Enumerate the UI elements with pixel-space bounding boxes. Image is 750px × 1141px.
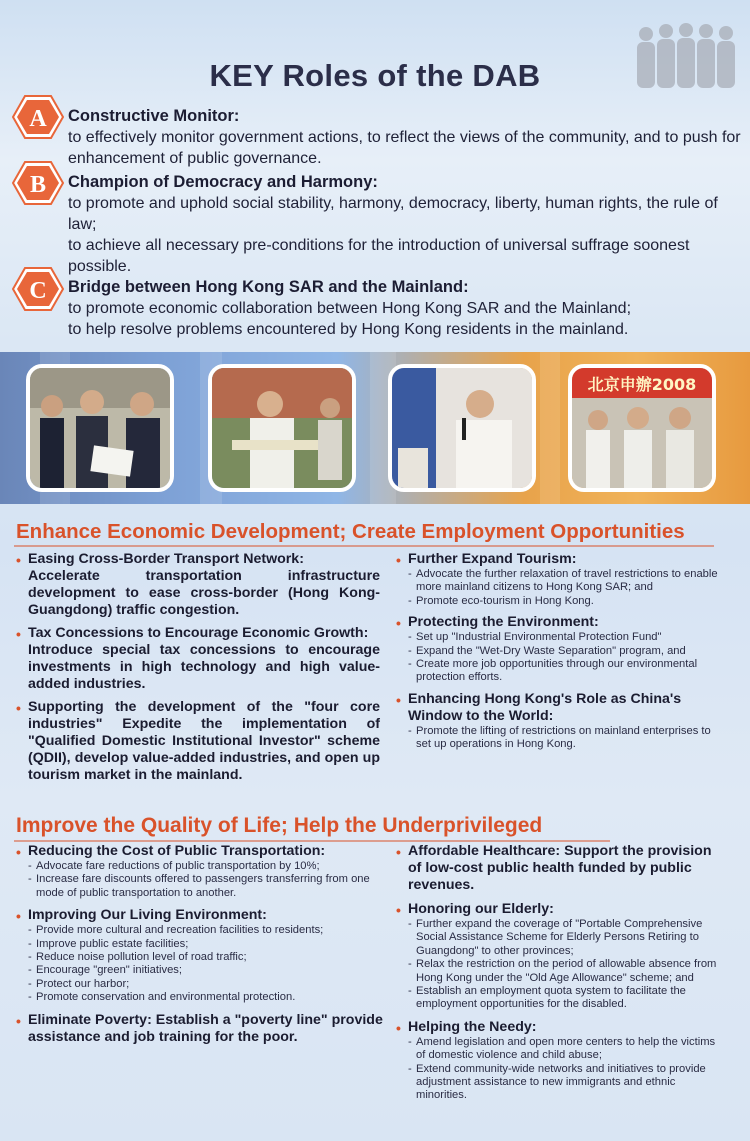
item-heading: Reducing the Cost of Public Transportation: bbox=[28, 843, 326, 859]
banner-sign-text: 北京申辦2008 bbox=[587, 375, 697, 394]
life-left-column bbox=[16, 843, 384, 1052]
sub-item: - Protect our harbor; bbox=[28, 977, 130, 990]
sub-item: - Relax the restriction on the period of allowable absence from Hong Kong under the "Old Age Allowance" scheme; and bbox=[408, 958, 717, 984]
sub-item: - Provide more cultural and recreation facilities to residents; bbox=[28, 924, 324, 937]
role-line: to help resolve problems encountered by Hong Kong residents in the mainland. bbox=[68, 321, 629, 338]
item-heading: Easing Cross-Border Transport Network: bbox=[28, 551, 304, 567]
sub-item: - Establish an employment quota system to facilitate the employment opportunities for the disabled. bbox=[408, 985, 686, 1011]
item-heading: Honoring our Elderly: bbox=[408, 901, 554, 917]
economy-left-column bbox=[16, 551, 380, 790]
item-heading: Affordable Healthcare: Support the provision of low-cost public health funded by public revenues. bbox=[408, 843, 712, 893]
sub-item: - Promote the lifting of restrictions on mainland enterprises to set up operations in Hong Kong. bbox=[408, 724, 711, 751]
sub-item: - Advocate the further relaxation of travel restrictions to enable more mainland citizens to Hong Kong SAR; and bbox=[408, 568, 718, 594]
list-item bbox=[16, 1012, 384, 1046]
list-item bbox=[396, 614, 720, 685]
sub-item: - Improve public estate facilities; bbox=[28, 937, 189, 950]
bullet-icon: • bbox=[16, 908, 21, 925]
list-item bbox=[16, 625, 380, 693]
section-title-economy: Enhance Economic Development; Create Employment Opportunities bbox=[16, 520, 685, 543]
bullet-icon: • bbox=[16, 700, 21, 716]
sub-item: - Reduce noise pollution level of road traffic; bbox=[28, 951, 247, 964]
sub-item: - Expand the "Wet-Dry Waste Separation" program, and bbox=[408, 644, 686, 657]
bullet-icon: • bbox=[16, 626, 21, 642]
role-line: to promote and uphold social stability, harmony, democracy, liberty, human rights, the rule of law; bbox=[68, 195, 718, 233]
sub-item: - Create more job opportunities through our environmental protection efforts. bbox=[408, 658, 698, 684]
page-title: KEY Roles of the DAB bbox=[209, 58, 541, 93]
item-heading: Further Expand Tourism: bbox=[408, 551, 577, 567]
role-line: to promote economic collaboration between Hong Kong SAR and the Mainland; bbox=[68, 300, 632, 317]
item-body: Introduce special tax concessions to encourage investments in high technology and high value-added industries. bbox=[28, 642, 380, 692]
list-item bbox=[396, 551, 720, 608]
bullet-icon: • bbox=[16, 1012, 21, 1029]
role-letter: A bbox=[29, 106, 47, 132]
bullet-icon: • bbox=[396, 552, 401, 568]
list-item bbox=[396, 843, 722, 894]
bullet-icon: • bbox=[396, 615, 401, 632]
sub-item: - Extend community-wide networks and initiatives to provide adjustment assistance to new immigrants and ethnic minorities. bbox=[408, 1062, 706, 1102]
list-item bbox=[396, 901, 722, 1012]
bullet-icon: • bbox=[16, 552, 21, 568]
list-item bbox=[16, 551, 380, 619]
sub-item: - Advocate fare reductions of public transportation by 10%; bbox=[28, 860, 320, 872]
item-heading: Eliminate Poverty: Establish a "poverty line" provide assistance and job training for the poor. bbox=[28, 1011, 383, 1045]
item-heading: Helping the Needy: bbox=[408, 1018, 537, 1035]
item-heading: Enhancing Hong Kong's Role as China's Window to the World: bbox=[408, 690, 682, 724]
sub-item: - Further expand the coverage of "Portable Comprehensive Social Assistance Scheme for Elderly Persons Retiring to Guangdong" to other provinces; bbox=[408, 918, 703, 957]
bullet-icon: • bbox=[396, 691, 401, 708]
hexagon-badge-a-icon bbox=[12, 94, 64, 140]
bullet-icon: • bbox=[396, 844, 401, 860]
role-b bbox=[12, 160, 742, 277]
role-line: to effectively monitor government actions, to reflect the views of the community, and to push for enhancement of public governance. bbox=[68, 129, 741, 167]
photo-handover bbox=[26, 364, 174, 492]
item-heading: Protecting the Environment: bbox=[408, 614, 599, 631]
item-body: Accelerate transportation infrastructure development to ease cross-border (Hong Kong-Guangdong) traffic congestion. bbox=[28, 568, 380, 618]
list-item bbox=[16, 843, 384, 900]
hexagon-badge-b-icon bbox=[12, 160, 64, 206]
sub-item: - Encourage "green" initiatives; bbox=[28, 964, 183, 977]
photo-volunteering bbox=[208, 364, 356, 492]
role-line: to achieve all necessary pre-conditions for the introduction of universal suffrage soonest possible. bbox=[68, 237, 690, 275]
photo-olympic-bid bbox=[568, 364, 716, 492]
sub-item: - Promote conservation and environmental protection. bbox=[28, 991, 296, 1004]
hexagon-badge-c-icon bbox=[12, 266, 64, 312]
photo-speech bbox=[388, 364, 536, 492]
section-divider bbox=[14, 545, 714, 547]
section-title-life: Improve the Quality of Life; Help the Underprivileged bbox=[16, 814, 543, 837]
list-item bbox=[396, 1019, 722, 1103]
role-heading: Champion of Democracy and Harmony: bbox=[68, 173, 378, 191]
list-item bbox=[16, 907, 384, 1004]
role-letter: B bbox=[29, 172, 47, 198]
bullet-icon: • bbox=[396, 902, 401, 918]
role-heading: Constructive Monitor: bbox=[68, 107, 240, 125]
sub-item: - Amend legislation and open more centers to help the victims of domestic violence and child abuse; bbox=[408, 1035, 716, 1062]
item-body: Supporting the development of the "four core industries" Expedite the implementation of "Qualified Domestic Institutional Investor" scheme (QDII), develop value-added industries, and open up tourism market in the mainland. bbox=[28, 699, 380, 783]
list-item bbox=[396, 691, 720, 752]
role-heading: Bridge between Hong Kong SAR and the Mainland: bbox=[68, 278, 469, 296]
section-divider bbox=[14, 840, 610, 842]
list-item bbox=[16, 699, 380, 784]
economy-right-column bbox=[396, 551, 720, 758]
role-letter: C bbox=[29, 278, 47, 304]
role-a bbox=[12, 94, 742, 169]
sub-item: - Set up "Industrial Environmental Protection Fund" bbox=[408, 631, 662, 644]
item-heading: Improving Our Living Environment: bbox=[28, 907, 267, 924]
bullet-icon: • bbox=[16, 844, 21, 860]
photo-banner bbox=[0, 352, 750, 504]
life-right-column bbox=[396, 843, 722, 1109]
sub-item: - Promote eco-tourism in Hong Kong. bbox=[408, 594, 594, 607]
sub-item: - Increase fare discounts offered to passengers transferring from one mode of public transportation to another. bbox=[28, 873, 370, 899]
role-c bbox=[12, 266, 742, 340]
bullet-icon: • bbox=[396, 1019, 401, 1036]
item-heading: Tax Concessions to Encourage Economic Growth: bbox=[28, 625, 369, 641]
